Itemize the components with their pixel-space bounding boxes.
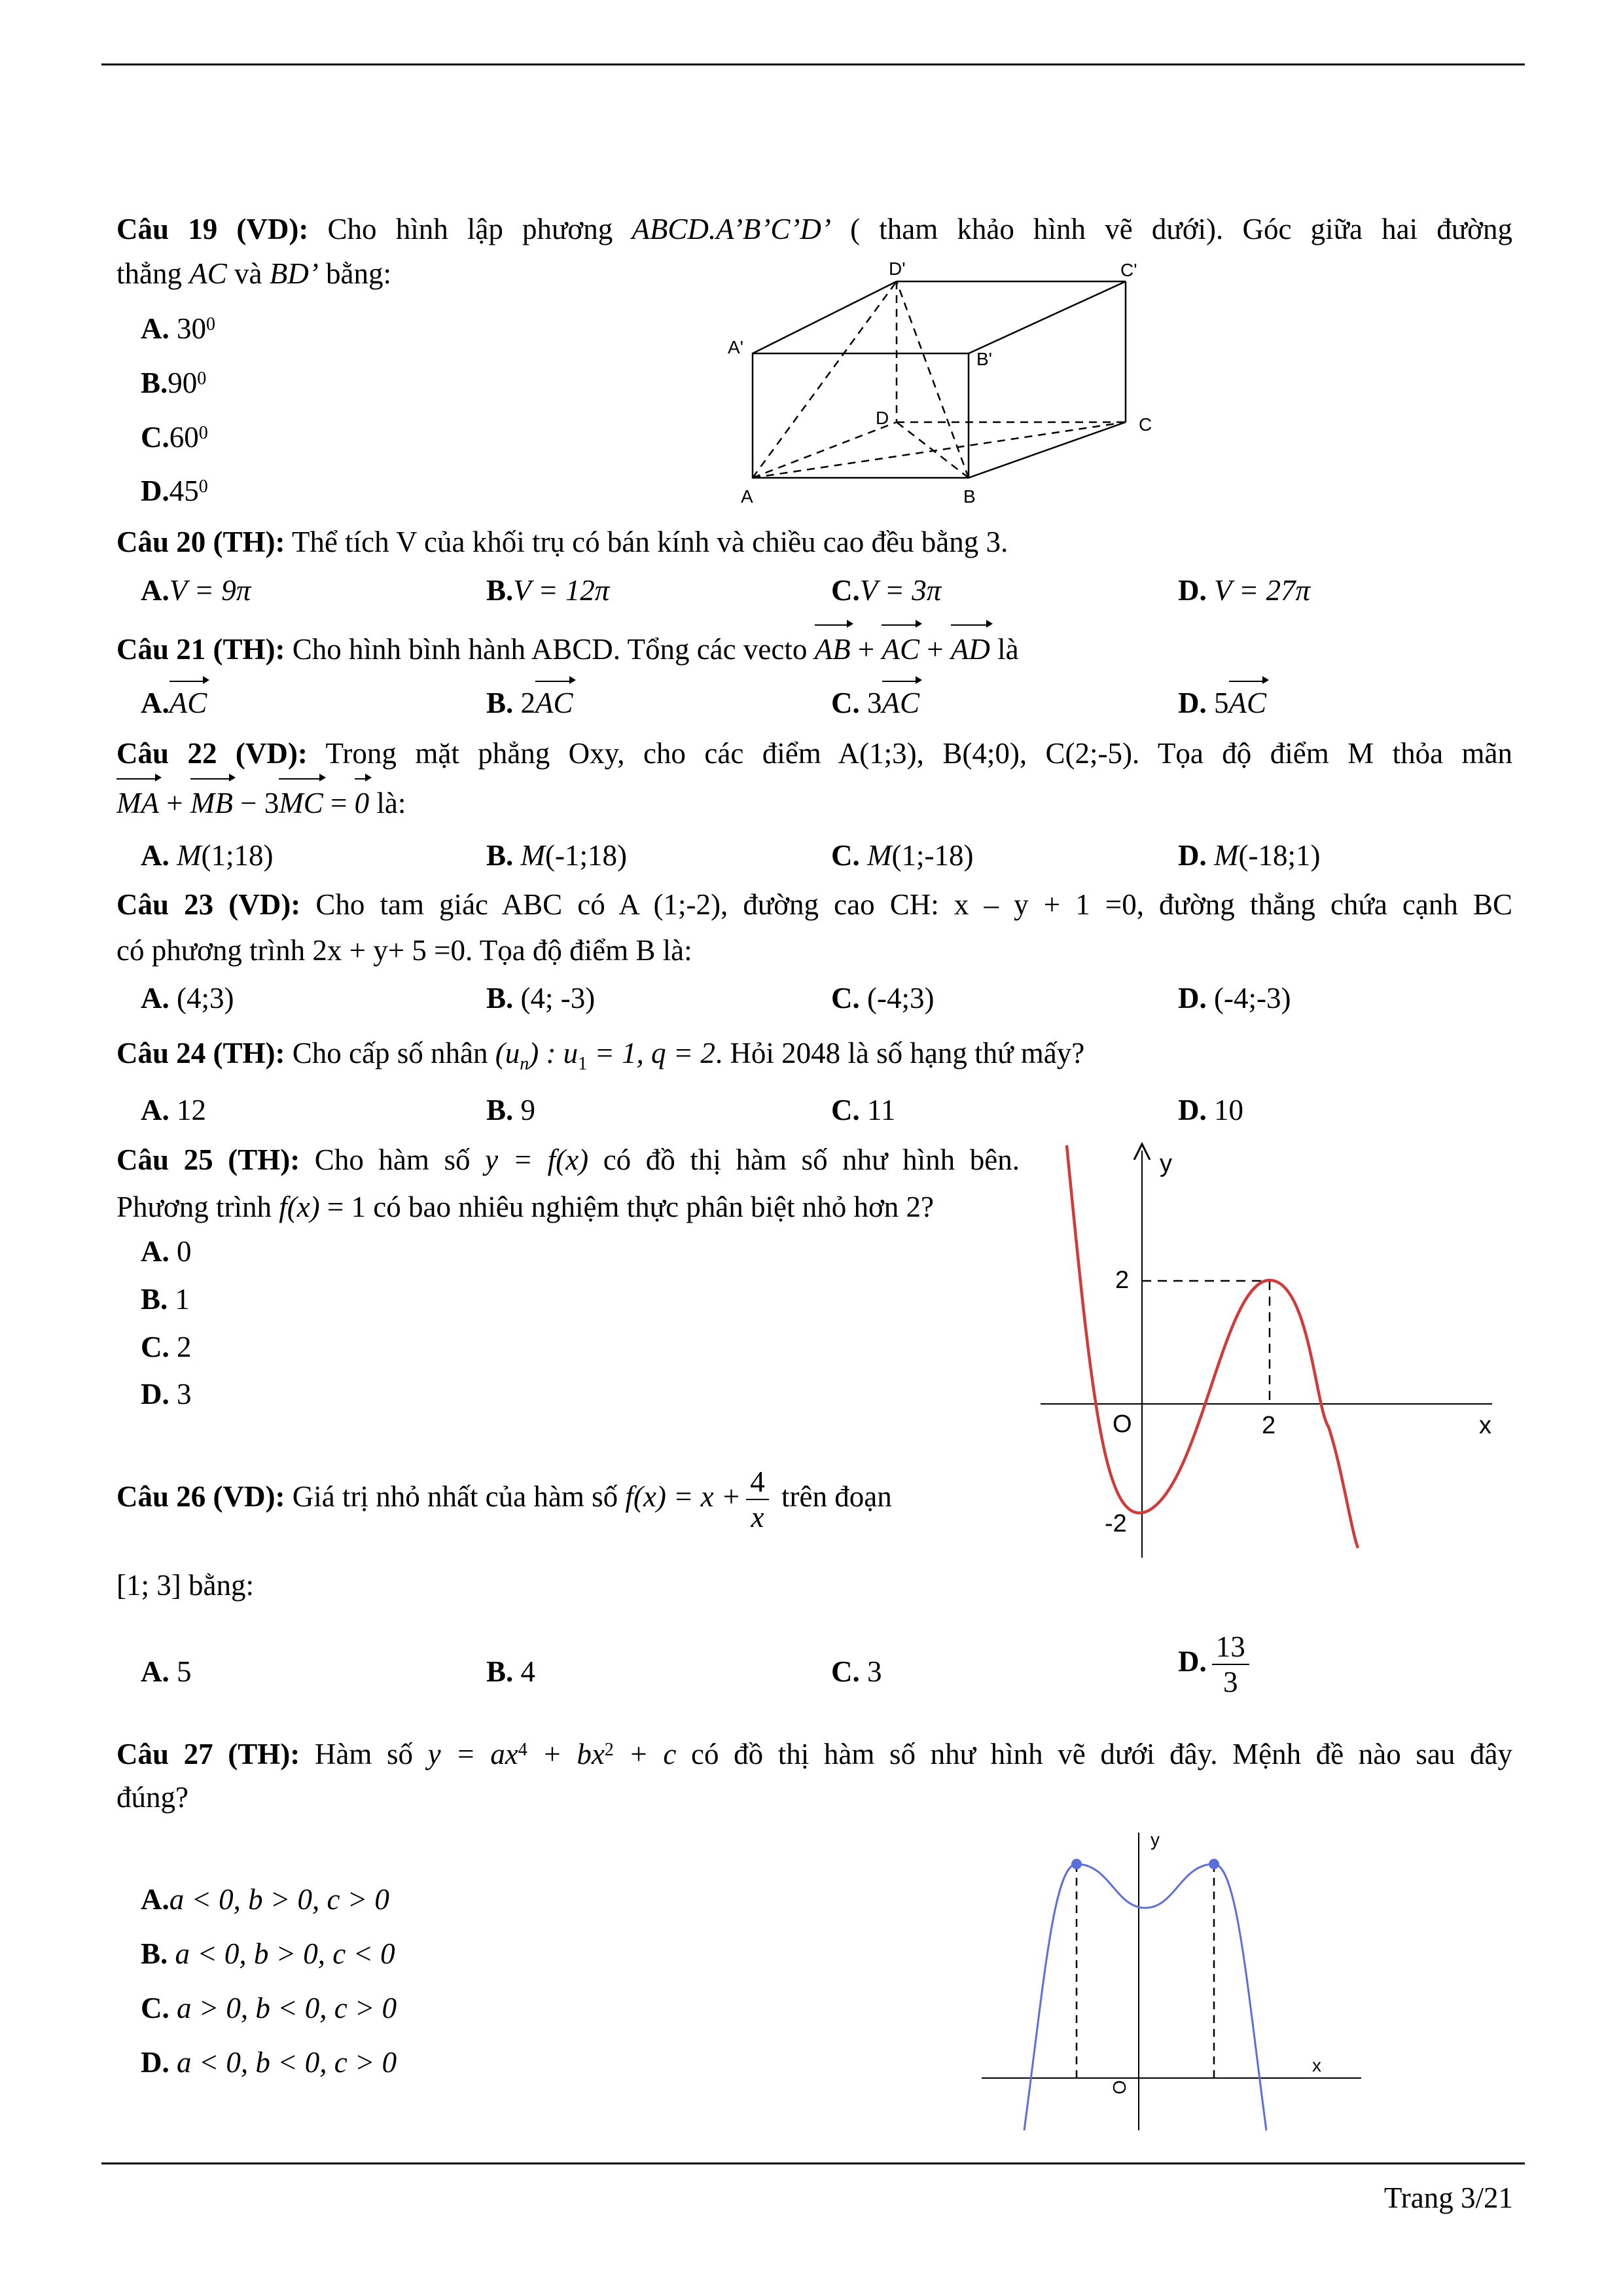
max-point-left [1071,1859,1082,1869]
question-26-line2: [1; 3] bằng: [116,1569,254,1602]
label-c: C [1139,414,1152,435]
q27-option-d[interactable]: D. a < 0, b < 0, c > 0 [141,2046,397,2079]
q26-option-a[interactable]: A. 5 [141,1655,192,1688]
q21-option-a[interactable]: A.AC [141,683,207,723]
question-label: Câu 27 (TH): [116,1738,300,1770]
question-21: Câu 21 (TH): Cho hình bình hành ABCD. Tổng các vecto AB + AC + AD là [116,627,1512,672]
q21-option-c[interactable]: C. 3AC [831,683,919,723]
fraction-13-over-3: $\frac{13}{3}$ [1212,1630,1249,1699]
q26-option-b[interactable]: B. 4 [486,1655,536,1688]
graph-q25 [1041,1139,1499,1564]
q23-option-c[interactable]: C. (-4;3) [831,982,935,1014]
q27-option-c[interactable]: C. a > 0, b < 0, c > 0 [141,1992,397,2024]
question-label: Câu 22 (VD): [116,737,308,770]
tick-x-2: 2 [1262,1412,1276,1439]
question-27: Câu 27 (TH): Hàm số $y = ax^4 + bx^2 + c$ có đồ thị hàm số như hình vẽ dưới đây. Mệnh đề nào sau đây [116,1738,1512,1770]
q24-option-d[interactable]: D. 10 [1178,1094,1243,1126]
q22-option-b[interactable]: B. M(-1;18) [486,839,627,872]
q20-option-d[interactable]: D. V = 27π [1178,574,1311,607]
graph-q27 [982,1826,1368,2134]
q22-option-c[interactable]: C. M(1;-18) [831,839,974,872]
q24-option-c[interactable]: C. 11 [831,1094,896,1126]
diagonal-ac [753,422,1126,478]
top-rule [101,63,1525,65]
label-d: D [876,408,889,428]
question-label: Câu 19 (VD): [116,213,309,245]
question-25: Câu 25 (TH): Cho hàm số y = f(x) có đồ thị hàm số như hình bên. [116,1143,1020,1176]
question-label: Câu 24 (TH): [116,1037,285,1069]
question-25-line2: Phương trình f(x) = 1 có bao nhiêu nghiệm thực phân biệt nhỏ hơn 2? [116,1191,935,1223]
q19-option-a[interactable]: A. $30^0$ [141,312,215,345]
cube-front-face [753,353,969,478]
q20-option-b[interactable]: B.V = 12π [486,574,610,607]
q21-option-d[interactable]: D. 5AC [1178,683,1266,723]
q24-option-b[interactable]: B. 9 [486,1094,536,1126]
q22-option-a[interactable]: A. M(1;18) [141,839,274,872]
q23-option-d[interactable]: D. (-4;-3) [1178,982,1291,1014]
function-curve [1067,1145,1358,1548]
label-b: B [963,486,976,507]
question-label: Câu 23 (VD): [116,888,301,921]
q27-option-b[interactable]: B. a < 0, b > 0, c < 0 [141,1937,395,1970]
q24-option-a[interactable]: A. 12 [141,1094,206,1126]
q25-option-a[interactable]: A. 0 [141,1235,192,1268]
y-axis-label: y [1160,1150,1172,1177]
question-27-line2: đúng? [116,1781,188,1814]
origin-label: O [1113,1410,1132,1438]
origin-label: O [1109,2080,1130,2094]
q19-option-d[interactable]: $D.45^0$ [141,475,208,507]
question-20: Câu 20 (TH): Thể tích V của khối trụ có bán kính và chiều cao đều bằng 3. [116,526,1008,558]
question-23-line2: có phương trình 2x + y+ 5 =0. Tọa độ điểm B là: [116,934,692,967]
x-axis-label: x [1479,1412,1491,1439]
label-b1: B' [976,349,993,369]
question-23: Câu 23 (VD): Cho tam giác ABC có A (1;-2), đường cao CH: x – y + 1 =0, đường thẳng chứa cạnh BC [116,888,1512,921]
q19-option-b[interactable]: $B.90^0$ [141,367,207,399]
x-axis-label: x [1312,2055,1321,2075]
tick-y-neg2: -2 [1105,1510,1127,1537]
q20-option-a[interactable]: A.V = 9π [141,574,251,607]
segment-b-d1 [897,281,969,478]
fraction-4-over-x: $\frac{4}{x}$ [746,1465,769,1534]
q27-option-a[interactable]: A.a < 0, b > 0, c > 0 [141,1883,389,1916]
q19-option-c[interactable]: $C.60^0$ [141,421,208,454]
edge-a1-d1 [753,281,897,353]
question-label: Câu 25 (TH): [116,1143,300,1176]
q26-option-d[interactable]: D. $\frac{13}{3}$ [1178,1630,1255,1699]
y-axis-label: y [1150,1829,1160,1850]
label-a: A [741,486,753,507]
q26-option-c[interactable]: C. 3 [831,1655,882,1688]
q25-option-b[interactable]: B. 1 [141,1283,190,1316]
q20-option-c[interactable]: C.V = 3π [831,574,942,607]
q22-option-d[interactable]: D. M(-18;1) [1178,839,1321,872]
question-19-line2: thẳng AC và BD’ bằng: [116,257,391,290]
question-label: Câu 26 (VD): [116,1480,285,1513]
question-22: Câu 22 (VD): Trong mặt phẳng Oxy, cho các điểm A(1;3), B(4;0), C(2;-5). Tọa độ điểm M thỏa mãn [116,737,1512,770]
label-d1: D' [889,259,906,279]
edge-a-d [753,422,897,478]
question-19: Câu 19 (VD): Cho hình lập phương ABCD.A’B’C’D’ ( tham khảo hình vẽ dưới). Góc giữa hai đường [116,213,1512,245]
q25-option-c[interactable]: C. 2 [141,1331,192,1363]
q23-option-b[interactable]: B. (4; -3) [486,982,596,1014]
page-number: Trang 3/21 [1383,2181,1513,2214]
cube-figure [720,255,1178,511]
function-curve [1024,1864,1266,2130]
question-label: Câu 21 (TH): [116,633,285,666]
edge-b-c [969,422,1126,478]
question-22-line2: MA + MB − 3MC = 0 là: [116,781,1512,825]
q21-option-b[interactable]: B. 2AC [486,683,573,723]
edge-b1-c1 [969,281,1126,353]
bottom-rule [101,2162,1525,2164]
question-24: Câu 24 (TH): Cho cấp số nhân $(u_n)$ : $u_1 = 1$, q = 2. Hỏi 2048 là số hạng thứ mấy? [116,1037,1085,1074]
q25-option-d[interactable]: D. 3 [141,1378,192,1410]
label-a1: A' [728,337,744,357]
question-26: Câu 26 (VD): Giá trị nhỏ nhất của hàm số f(x) = x + $\frac{4}{x}$ trên đoạn [116,1465,892,1534]
tick-y-2: 2 [1115,1266,1130,1294]
question-label: Câu 20 (TH): [116,526,285,558]
segment-a-d1 [753,281,897,478]
label-c1: C' [1120,260,1137,280]
q23-option-a[interactable]: A. (4;3) [141,982,234,1014]
max-point-right [1209,1859,1219,1869]
